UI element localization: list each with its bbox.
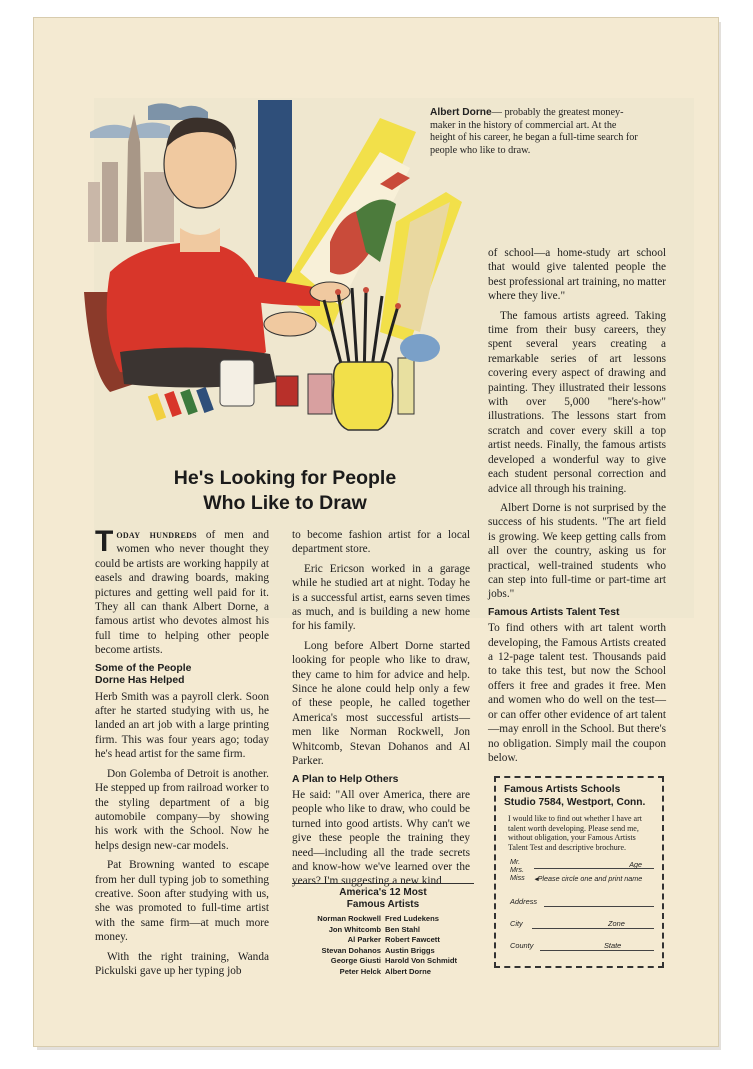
paper-roll — [220, 360, 254, 406]
cloud-shape — [148, 103, 208, 120]
city-line — [532, 928, 654, 929]
lead-small-caps: oday hundreds — [116, 529, 197, 541]
age-label: Age — [629, 860, 642, 870]
paragraph: Herb Smith was a payroll clerk. Soon after he started studying with us, he landed an art job with a large printing firm. This was four years ago; today he's head artist for the same firm. — [95, 690, 269, 761]
artist-name: Jon Whitcomb — [328, 924, 381, 934]
illustration-caption — [430, 107, 642, 157]
county-field[interactable] — [510, 938, 654, 954]
drop-cap: T — [95, 525, 114, 558]
artist-name: Albert Dorne — [385, 966, 431, 976]
paint-tubes — [148, 387, 214, 421]
headline — [110, 466, 460, 516]
subheading: Famous Artists Talent Test — [488, 606, 620, 618]
coupon-text: I would like to find out whether I have art talent worth developing. Please send me, without obligation, your Famous Artists Talent Test and descriptive brochure. — [508, 814, 642, 852]
paragraph: He said: "All over America, there are people who like to draw, who could be turned into good artists. Why can't we give these people the training they need—including all the trade secrets and know-how we've learned over the years? I'm suggesting a new kind — [292, 789, 470, 888]
headline-line: He's Looking for People — [173, 467, 397, 489]
mail-coupon[interactable] — [494, 776, 664, 968]
paragraph: Don Golemba of Detroit is another. He stepped up from railroad worker to the styling department of a big automobile company—by showing his work with the School. Now he helps design new-car models. — [95, 767, 269, 852]
city-field[interactable] — [510, 916, 654, 932]
caption-text: — probably the greatest money-maker in the history of commercial art. At the height of his career, he began a full-time search for people who like to draw. — [430, 107, 638, 156]
title-option-mr[interactable]: Mr. — [510, 857, 521, 867]
address-field[interactable] — [510, 894, 654, 910]
coupon-heading-line: Famous Artists Schools — [504, 784, 621, 795]
hand-shape — [264, 312, 316, 336]
artist-name: Harold Von Schmidt — [385, 956, 458, 965]
subheading-line: Dorne Has Helped — [95, 675, 185, 687]
subheading: A Plan to Help Others — [292, 773, 399, 785]
artist-name: George Giusti — [330, 956, 381, 965]
artist-name: Fred Ludekens — [385, 914, 440, 923]
artist-name: Peter Helck — [339, 966, 381, 976]
paragraph: of school—a home-study art school that would give talented people the best professional art training, no matter where they live." — [488, 247, 666, 303]
paragraph: Eric Ericson worked in a garage while he studied art at night. Today he is a successful artist, earns seven times as much, and is building a new home for his family. — [292, 562, 470, 633]
water-cup — [400, 334, 440, 362]
building-shape — [88, 182, 100, 242]
paragraph: The famous artists agreed. Taking time from their busy careers, they spent several years creating a remarkable series of art lessons covering every aspect of drawing and painting. They illustrated their lessons with over 5,000 "here's-how" illustrations. The lessons start from scratch and cover every skill a top artist needs. Finally, the famous artists developed a wonderful way to give each student personal correction and advice all through his training. — [488, 309, 666, 495]
circle-note: ◂Please circle one and print name — [534, 874, 643, 884]
zone-label: Zone — [608, 919, 625, 929]
subheading — [95, 663, 269, 688]
artist-illustration — [80, 92, 470, 438]
paragraph: To find others with art talent worth developing, the Famous Artists created a 12-page talent test. Thousands paid to take this test, but now the School offers it free and grades it free. Men and women who do well on the test—or can offer other evidence of art talent—may enroll in the School. But there's no obligation. Simply mail the coupon below. — [488, 622, 666, 764]
artists-title-line: Famous Artists — [346, 899, 420, 910]
paragraph: Albert Dorne is not surprised by the success of his students. "The art field is growing. We keep getting calls from all over the country, asking us for practical, well-trained students who can step into full-time or part-time art jobs." — [488, 501, 666, 601]
wall-panel — [258, 100, 292, 290]
article-column-1 — [95, 525, 269, 983]
hand-shape — [310, 282, 350, 302]
artist-name: Stevan Dohanos — [321, 945, 381, 955]
brush-jar — [333, 362, 392, 430]
coupon-heading — [504, 784, 662, 809]
county-line — [540, 950, 654, 951]
building-shape — [102, 162, 118, 242]
city-label: City — [510, 919, 523, 929]
state-label: State — [604, 941, 622, 951]
artists-title — [292, 883, 474, 911]
artists-title-line: America's 12 Most — [339, 887, 427, 898]
coupon-heading-line: Studio 7584, Westport, Conn. — [504, 796, 646, 808]
artist-name: Ben Stahl — [385, 924, 421, 934]
paragraph: With the right training, Wanda Pickulski gave up her typing job — [95, 950, 269, 977]
article-column-2 — [292, 528, 470, 894]
paragraph: Long before Albert Dorne started looking for people who like to draw, they came to him for advice and help. Since he alone could help only a few of these people, he called together America's most successful artists—men like Norman Rockwell, Jon Whitcomb, Stevan Dohanos and Al Parker. — [292, 639, 470, 768]
caption-name: Albert Dorne — [430, 107, 492, 118]
title-option-mrs[interactable]: Mrs. — [510, 865, 524, 875]
headline-line: Who Like to Draw — [203, 492, 367, 514]
article-column-3 — [488, 246, 666, 770]
name-field[interactable] — [510, 858, 654, 884]
paragraph: Pat Browning wanted to escape from her dull typing job to something creative. Soon after studying with us, she was promoted to full-time artist with the same firm—at much more money. — [95, 859, 269, 944]
artist-name: Robert Fawcett — [385, 935, 440, 944]
address-line — [544, 906, 654, 907]
address-label: Address — [510, 897, 538, 907]
paint-bottle — [398, 358, 414, 414]
subheading-line: Some of the People — [95, 662, 192, 674]
paint-bottle — [276, 376, 298, 406]
neck-shape — [180, 228, 220, 252]
famous-artists-box — [292, 883, 474, 977]
paragraph: to become fashion artist for a local department store. — [292, 529, 470, 556]
artists-list — [292, 914, 474, 977]
paint-bottle — [308, 374, 332, 414]
artist-name: Austin Briggs — [385, 945, 435, 955]
title-option-miss[interactable]: Miss — [510, 873, 525, 883]
paragraph — [95, 525, 269, 658]
county-label: County — [510, 941, 534, 951]
artist-name: Al Parker — [347, 935, 381, 944]
artist-name: Norman Rockwell — [317, 914, 381, 923]
paragraph-text: of men and women who never thought they could be artists are working happily at easels and drawing boards, making pictures and getting well paid for it. They all can thank Albert Dorne, a famous artist who devotes almost his full time to helping other people become artists. — [95, 529, 269, 657]
